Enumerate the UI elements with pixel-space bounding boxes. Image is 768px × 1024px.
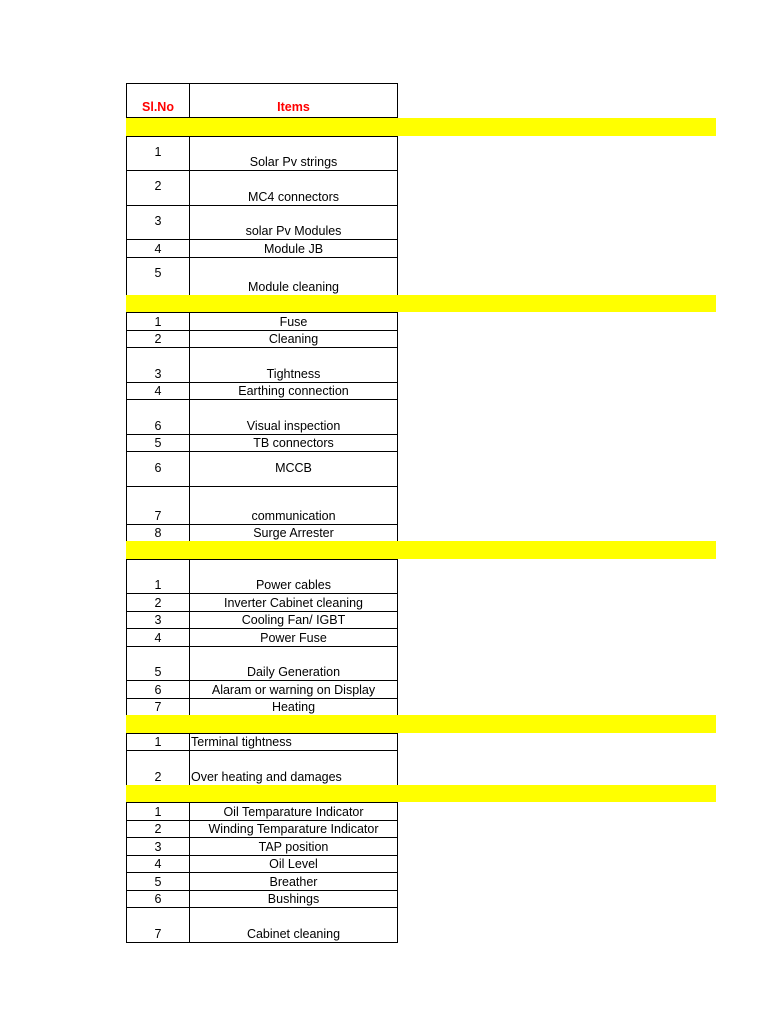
item-cell: Terminal tightness <box>189 733 398 752</box>
sl-no-cell: 2 <box>126 330 190 349</box>
item-cell: solar Pv Modules <box>189 205 398 241</box>
table-row <box>126 399 398 435</box>
table-row <box>126 312 398 331</box>
sl-no-cell: 2 <box>126 170 190 206</box>
table-row <box>126 451 398 487</box>
items-header: Items <box>189 83 398 118</box>
sl-no-cell: 4 <box>126 382 190 401</box>
table-row <box>126 205 398 241</box>
table-row <box>126 628 398 647</box>
section-band <box>126 715 716 733</box>
sl-no-cell: 7 <box>126 698 190 717</box>
sl-no-cell: 1 <box>126 559 190 595</box>
sl-no-cell: 6 <box>126 399 190 435</box>
table-row <box>126 434 398 453</box>
item-cell: Module cleaning <box>189 257 398 296</box>
item-cell: Surge Arrester <box>189 524 398 543</box>
table-row <box>126 890 398 909</box>
table-header <box>126 83 398 118</box>
table-row <box>126 170 398 206</box>
item-cell: TB connectors <box>189 434 398 453</box>
table-row <box>126 680 398 699</box>
table-row <box>126 611 398 630</box>
table-row <box>126 907 398 943</box>
sl-no-cell: 6 <box>126 451 190 487</box>
table-row <box>126 593 398 612</box>
sl-no-cell: 3 <box>126 837 190 856</box>
section-band <box>126 541 716 559</box>
sl-no-cell: 1 <box>126 136 190 172</box>
item-cell: Visual inspection <box>189 399 398 435</box>
table-row <box>126 382 398 401</box>
item-cell: Solar Pv strings <box>189 136 398 172</box>
item-cell: TAP position <box>189 837 398 856</box>
item-cell: MC4 connectors <box>189 170 398 206</box>
sl-no-cell: 8 <box>126 524 190 543</box>
section-band <box>126 295 716 313</box>
item-cell: Cleaning <box>189 330 398 349</box>
item-cell: Oil Level <box>189 855 398 874</box>
item-cell: Alaram or warning on Display <box>189 680 398 699</box>
table-row <box>126 257 398 296</box>
sl-no-cell: 4 <box>126 239 190 258</box>
sl-no-cell: 2 <box>126 750 190 786</box>
table-row <box>126 239 398 258</box>
section-band <box>126 118 716 136</box>
item-cell: Winding Temparature Indicator <box>189 820 398 839</box>
sl-no-cell: 7 <box>126 486 190 525</box>
sl-no-cell: 2 <box>126 593 190 612</box>
table-row <box>126 733 398 752</box>
sl-no-cell: 6 <box>126 890 190 909</box>
sl-no-header: Sl.No <box>126 83 190 118</box>
item-cell: Daily Generation <box>189 646 398 682</box>
sl-no-cell: 3 <box>126 205 190 241</box>
table-row <box>126 559 398 595</box>
table-row <box>126 872 398 891</box>
item-cell: Cabinet cleaning <box>189 907 398 943</box>
item-cell: communication <box>189 486 398 525</box>
item-cell: Module JB <box>189 239 398 258</box>
item-cell: Over heating and damages <box>189 750 398 786</box>
item-cell: Oil Temparature Indicator <box>189 802 398 821</box>
sl-no-cell: 1 <box>126 312 190 331</box>
table-row <box>126 855 398 874</box>
section-band <box>126 785 716 803</box>
table-row <box>126 837 398 856</box>
sl-no-cell: 3 <box>126 611 190 630</box>
item-cell: Tightness <box>189 347 398 383</box>
item-cell: Inverter Cabinet cleaning <box>189 593 398 612</box>
table-row <box>126 820 398 839</box>
sl-no-cell: 5 <box>126 434 190 453</box>
sl-no-cell: 4 <box>126 855 190 874</box>
sl-no-cell: 1 <box>126 733 190 752</box>
sl-no-cell: 7 <box>126 907 190 943</box>
item-cell: Earthing connection <box>189 382 398 401</box>
sl-no-cell: 2 <box>126 820 190 839</box>
sl-no-cell: 5 <box>126 257 190 296</box>
table-row <box>126 646 398 682</box>
sl-no-cell: 4 <box>126 628 190 647</box>
table-row <box>126 750 398 786</box>
item-cell: Bushings <box>189 890 398 909</box>
sl-no-cell: 1 <box>126 802 190 821</box>
table-row <box>126 347 398 383</box>
table-row <box>126 698 398 717</box>
table-row <box>126 330 398 349</box>
sl-no-cell: 5 <box>126 646 190 682</box>
item-cell: Fuse <box>189 312 398 331</box>
item-cell: Breather <box>189 872 398 891</box>
table-row <box>126 802 398 821</box>
sl-no-cell: 6 <box>126 680 190 699</box>
table-row <box>126 136 398 172</box>
sl-no-cell: 5 <box>126 872 190 891</box>
item-cell: Heating <box>189 698 398 717</box>
table-row <box>126 524 398 543</box>
item-cell: Power Fuse <box>189 628 398 647</box>
item-cell: Cooling Fan/ IGBT <box>189 611 398 630</box>
item-cell: Power cables <box>189 559 398 595</box>
table-row <box>126 486 398 525</box>
sl-no-cell: 3 <box>126 347 190 383</box>
item-cell: MCCB <box>189 451 398 487</box>
